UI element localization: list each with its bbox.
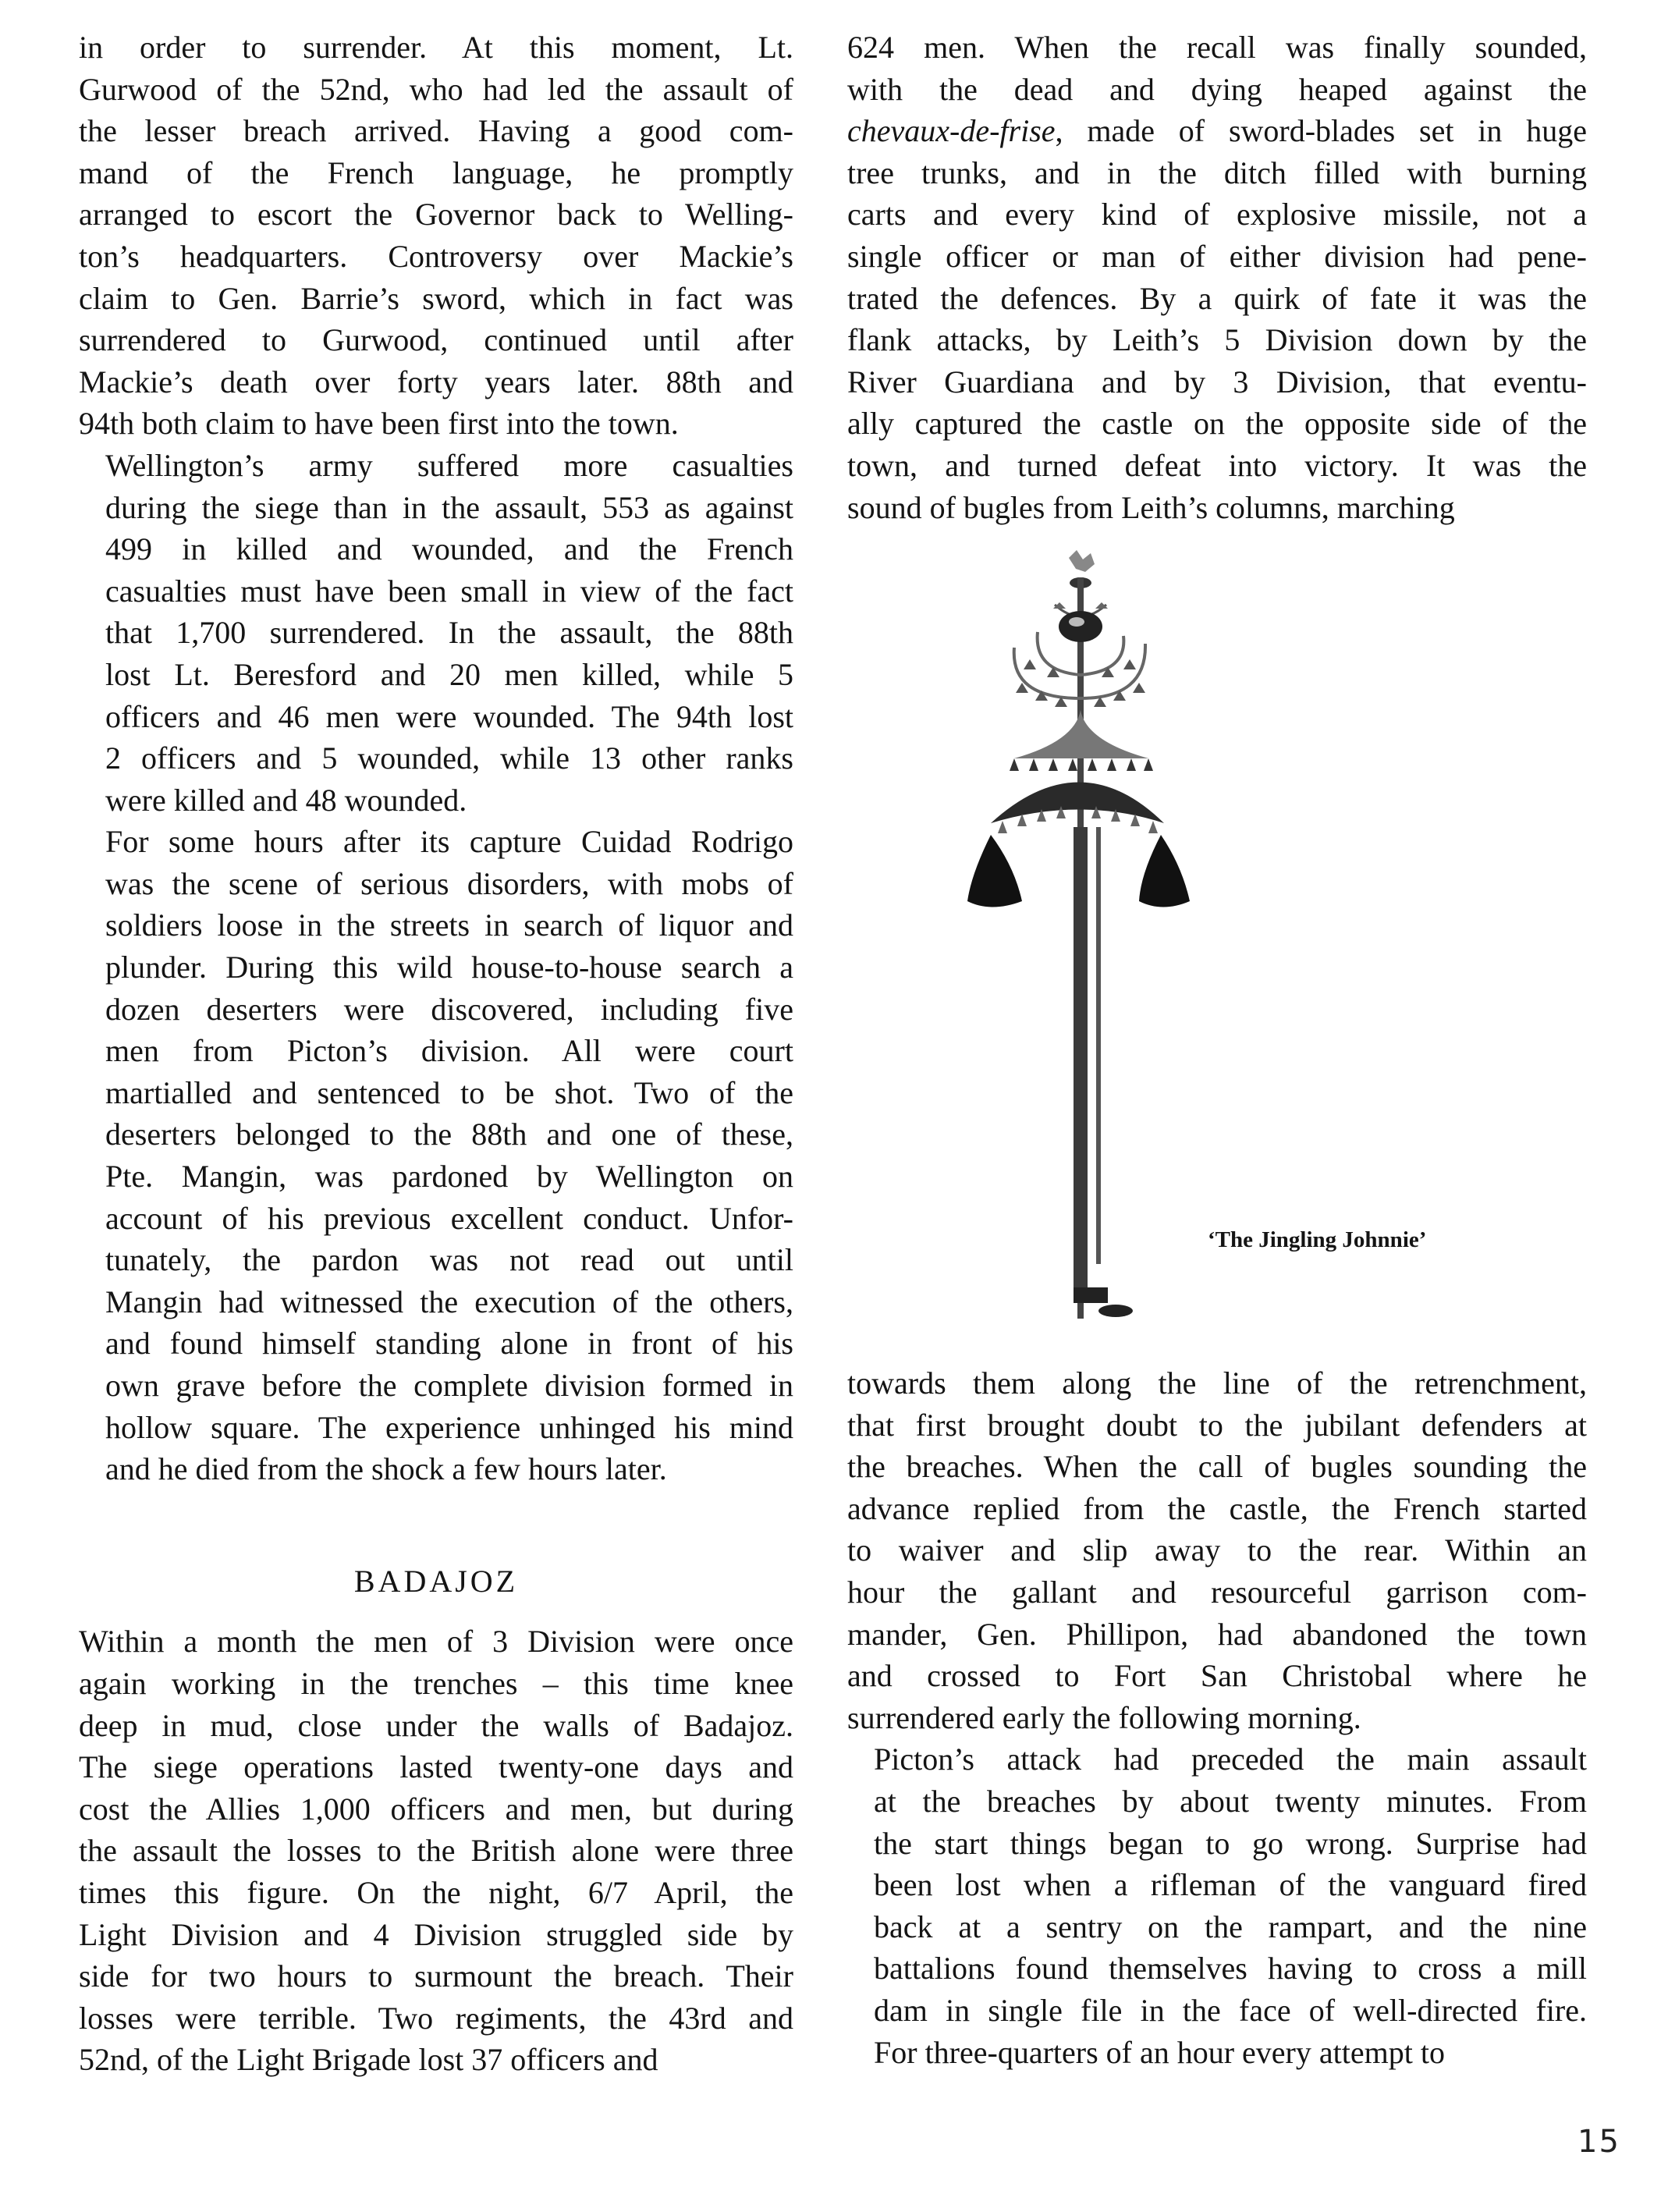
paragraph	[79, 445, 793, 821]
figure-caption: ‘The Jingling Johnnie’	[1208, 1227, 1427, 1252]
text-line: Within a month the men of 3 Division were once	[79, 1624, 793, 1660]
text-line: trated the defences. By a quirk of fate it was the	[847, 280, 1587, 316]
right-column-bottom	[847, 1362, 1587, 2073]
text-line: ton’s headquarters. Controversy over Mackie’s	[79, 238, 793, 274]
text-line: towards them along the line of the retrenchment,	[847, 1365, 1587, 1401]
text-line: times this figure. On the night, 6/7 April, the	[79, 1874, 793, 1910]
text-line: officers and 46 men were wounded. The 94th lost	[105, 698, 793, 734]
text-line: and found himself standing alone in front of his	[105, 1326, 793, 1362]
text-line: mand of the French language, he promptly	[79, 154, 793, 190]
text-line: dozen deserters were discovered, including five	[105, 991, 793, 1027]
text-line: flank attacks, by Leith’s 5 Division down by the	[847, 322, 1587, 358]
text-line: dam in single file in the face of well-directed fire.	[874, 1992, 1587, 2028]
text-line: Wellington’s army suffered more casualties	[105, 447, 793, 483]
text-line: sound of bugles from Leith’s columns, marching	[847, 489, 1455, 525]
text-line: Picton’s attack had preceded the main assault	[874, 1742, 1587, 1777]
text-line: that 1,700 surrendered. In the assault, the 88th	[105, 615, 793, 651]
text-line: the breaches. When the call of bugles sounding the	[847, 1449, 1587, 1485]
text-line: single officer or man of either division had pene-	[847, 238, 1587, 274]
text-line: 499 in killed and wounded, and the French	[105, 531, 793, 567]
text-line: in order to surrender. At this moment, Lt.	[79, 30, 793, 65]
left-column	[79, 27, 793, 2081]
page-number: 15	[1578, 2124, 1620, 2160]
text-line: back at a sentry on the rampart, and the nine	[874, 1908, 1587, 1944]
text-line: For three-quarters of an hour every attempt to	[874, 2034, 1445, 2070]
text-line: carts and every kind of explosive missile, not a	[847, 197, 1587, 233]
text-line: losses were terrible. Two regiments, the 43rd and	[79, 2000, 793, 2036]
text-line: surrendered early the following morning.	[847, 1699, 1361, 1735]
text-line: and he died from the shock a few hours later.	[105, 1451, 667, 1487]
text-line: cost the Allies 1,000 officers and men, but during	[79, 1791, 793, 1827]
text-line: 52nd, of the Light Brigade lost 37 officers and	[79, 2042, 658, 2078]
text-line: tunately, the pardon was not read out until	[105, 1242, 793, 1278]
text-line: soldiers loose in the streets in search of liquor and	[105, 907, 793, 943]
paragraph	[847, 1738, 1587, 2073]
text-line: Light Division and 4 Division struggled side by	[79, 1916, 793, 1952]
text-line: was the scene of serious disorders, with mobs of	[105, 865, 793, 901]
text-line: deserters belonged to the 88th and one of these,	[105, 1117, 793, 1152]
text-line: and crossed to Fort San Christobal where he	[847, 1658, 1587, 1694]
text-line: For some hours after its capture Cuidad Rodrigo	[105, 824, 793, 860]
text-line: the lesser breach arrived. Having a good com-	[79, 113, 793, 149]
paragraph	[79, 27, 793, 445]
text-line: during the siege than in the assault, 553 as against	[105, 489, 793, 525]
text-line: claim to Gen. Barrie’s sword, which in fact was	[79, 280, 793, 316]
paragraph	[847, 27, 1587, 528]
text-line: Gurwood of the 52nd, who had led the assault of	[79, 71, 793, 107]
text-line: The siege operations lasted twenty-one days and	[79, 1749, 793, 1785]
text-line: to waiver and slip away to the rear. Within an	[847, 1532, 1587, 1568]
text-line: hour the gallant and resourceful garrison com-	[847, 1574, 1587, 1610]
text-line: arranged to escort the Governor back to Welling-	[79, 197, 793, 233]
text-line: men from Picton’s division. All were court	[105, 1033, 793, 1069]
text-line: the assault the losses to the British alone were three	[79, 1833, 793, 1869]
text-line: lost Lt. Beresford and 20 men killed, while 5	[105, 656, 793, 692]
text-line: Mackie’s death over forty years later. 88th and	[79, 364, 793, 399]
text-line: hollow square. The experience unhinged his mind	[105, 1409, 793, 1445]
text-line: 624 men. When the recall was finally sounded,	[847, 30, 1587, 65]
text-line: surrendered to Gurwood, continued until after	[79, 322, 793, 358]
text-line: tree trunks, and in the ditch filled with burning	[847, 154, 1587, 190]
text-line: that first brought doubt to the jubilant defenders at	[847, 1407, 1587, 1443]
text-line: own grave before the complete division formed in	[105, 1368, 793, 1403]
text-line: were killed and 48 wounded.	[105, 782, 467, 818]
text-line: plunder. During this wild house-to-house search a	[105, 950, 793, 985]
text-line: battalions found themselves having to cross a mill	[874, 1951, 1587, 1987]
section-heading: BADAJOZ	[353, 1563, 519, 1599]
text-line: casualties must have been small in view of the fact	[105, 573, 793, 609]
text-line: town, and turned defeat into victory. It was the	[847, 447, 1587, 483]
text-line: River Guardiana and by 3 Division, that eventu-	[847, 364, 1587, 399]
text-line: martialled and sentenced to be shot. Two of the	[105, 1074, 793, 1110]
text-line: account of his previous excellent conduct. Unfor-	[105, 1200, 793, 1236]
text-line: ally captured the castle on the opposite side of the	[847, 406, 1587, 442]
text-line: advance replied from the castle, the French started	[847, 1490, 1587, 1526]
text-line: 94th both claim to have been first into the town.	[79, 406, 679, 442]
paragraph	[79, 1621, 793, 2081]
right-column-top	[847, 27, 1587, 528]
paragraph	[79, 821, 793, 1490]
paragraph	[847, 1362, 1587, 1738]
text-line: Mangin had witnessed the execution of the others,	[105, 1284, 793, 1319]
text-line: deep in mud, close under the walls of Badajoz.	[79, 1707, 793, 1743]
jingling-johnnie-icon	[967, 546, 1248, 1326]
text-line: again working in the trenches – this time knee	[79, 1665, 793, 1701]
text-line: 2 officers and 5 wounded, while 13 other ranks	[105, 740, 793, 776]
text-line: chevaux-de-frise, made of sword-blades set in huge	[847, 113, 1587, 149]
text-line: with the dead and dying heaped against the	[847, 71, 1587, 107]
jingling-johnnie-illustration	[967, 546, 1248, 1326]
text-line: Pte. Mangin, was pardoned by Wellington on	[105, 1159, 793, 1195]
text-line: mander, Gen. Phillipon, had abandoned the town	[847, 1616, 1587, 1652]
text-line: side for two hours to surmount the breach. Their	[79, 1958, 793, 1994]
text-line: been lost when a rifleman of the vanguard fired	[874, 1867, 1587, 1903]
text-line: the start things began to go wrong. Surprise had	[874, 1825, 1587, 1861]
text-line: at the breaches by about twenty minutes. From	[874, 1783, 1587, 1819]
